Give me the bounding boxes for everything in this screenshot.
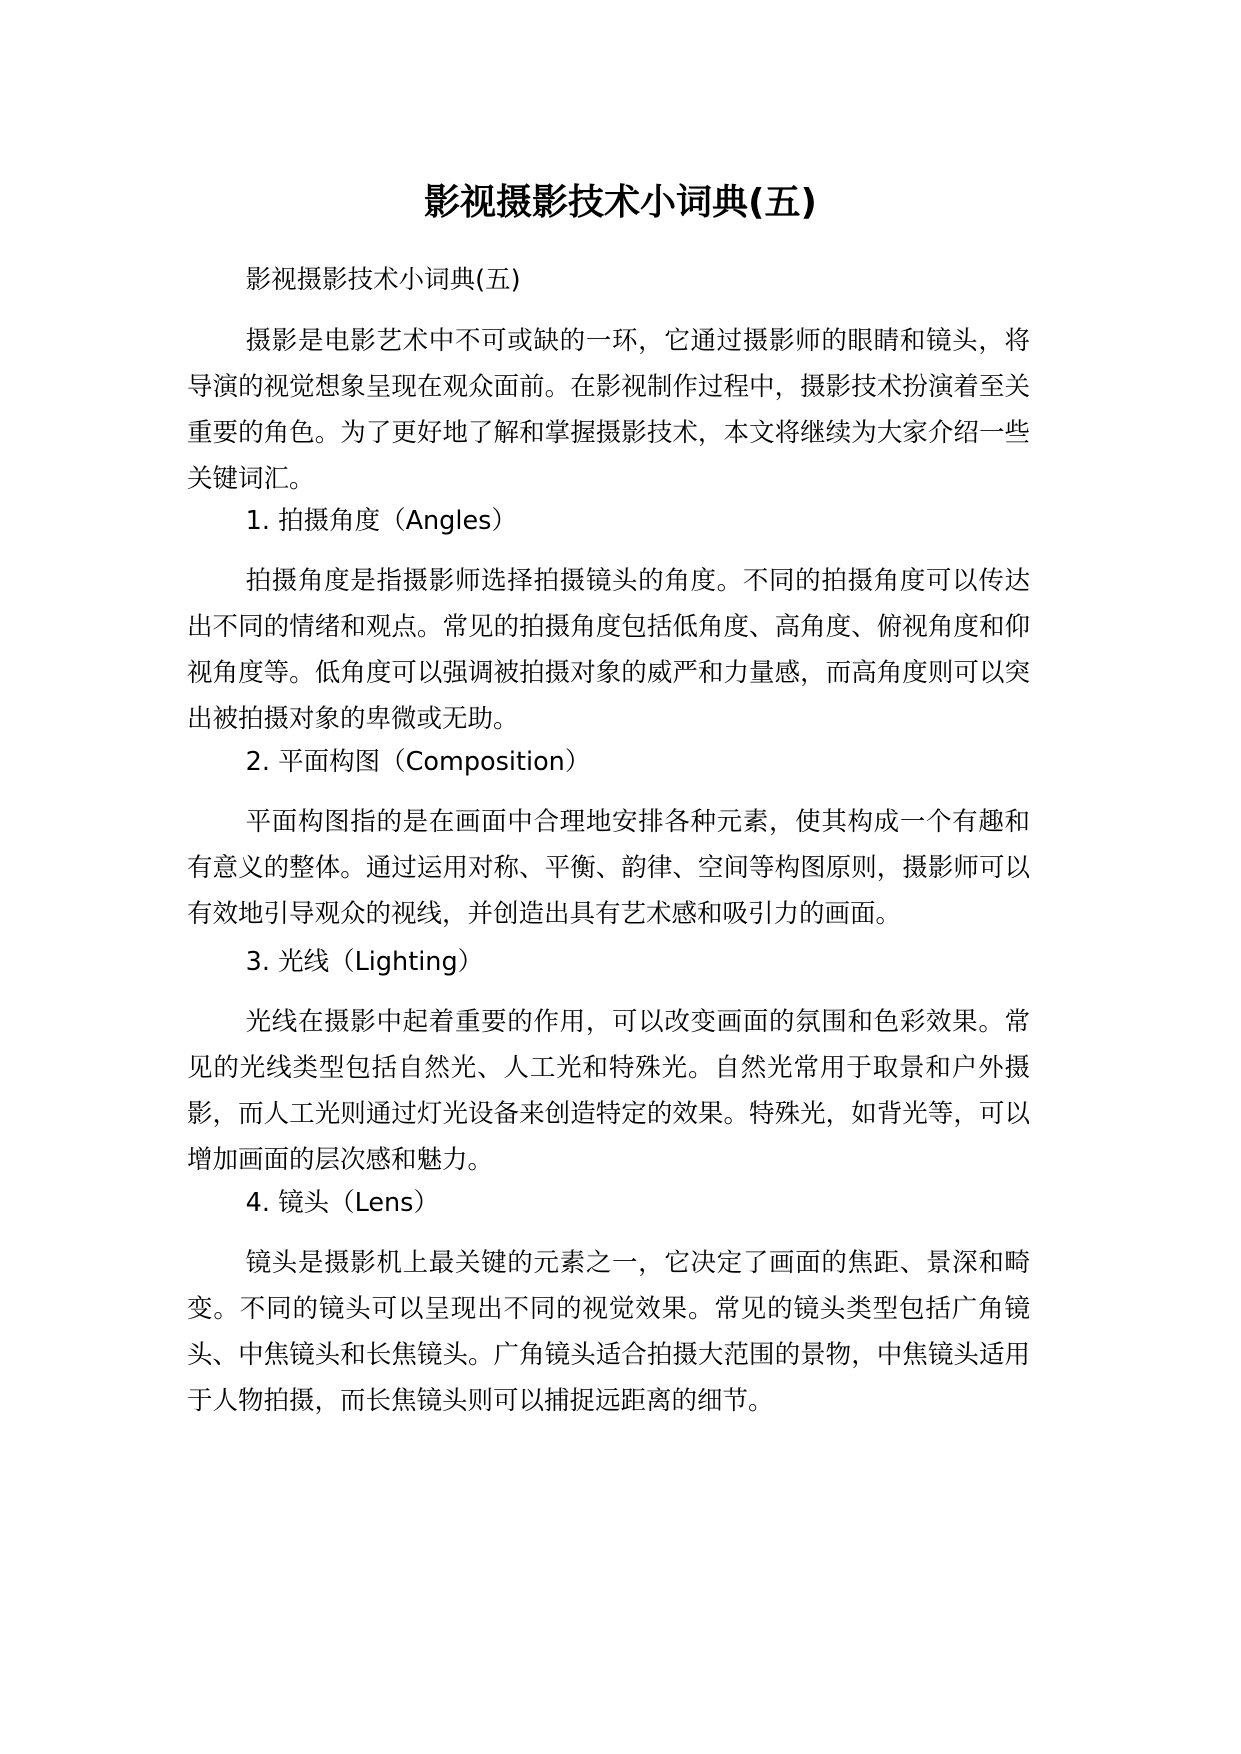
section-heading-lighting: 3. 光线（Lighting） <box>245 947 484 977</box>
section-heading-angles: 1. 拍摄角度（Angles） <box>245 506 517 536</box>
section-text-angles: 拍摄角度是指摄影师选择拍摄镜头的角度。不同的拍摄角度可以传达出不同的情绪和观点。常见的拍摄角度包括低角度、高角度、俯视角度和仰视角度等。低角度可以强调被拍摄对象的威严和力量感，而高角度则可以突出被拍摄对象的卑微或无助。 <box>187 566 1030 734</box>
section-text-composition: 平面构图指的是在画面中合理地安排各种元素，使其构成一个有趣和有意义的整体。通过运用对称、平衡、韵律、空间等构图原则，摄影师可以有效地引导观众的视线，并创造出具有艺术感和吸引力的画面。 <box>187 807 1030 929</box>
document-subtitle: 影视摄影技术小词典(五) <box>245 265 521 295</box>
section-text-lighting: 光线在摄影中起着重要的作用，可以改变画面的氛围和色彩效果。常见的光线类型包括自然光、人工光和特殊光。自然光常用于取景和户外摄影，而人工光则通过灯光设备来创造特定的效果。特殊光，如背光等，可以增加画面的层次感和魅力。 <box>187 1007 1030 1175</box>
intro-paragraph: 摄影是电影艺术中不可或缺的一环，它通过摄影师的眼睛和镜头，将导演的视觉想象呈现在观众面前。在影视制作过程中，摄影技术扮演着至关重要的角色。为了更好地了解和掌握摄影技术，本文将继续为大家介绍一些关键词汇。 <box>187 326 1030 494</box>
document-title: 影视摄影技术小词典(五) <box>424 182 817 223</box>
section-heading-lens: 4. 镜头（Lens） <box>245 1188 439 1218</box>
section-heading-composition: 2. 平面构图（Composition） <box>245 747 591 777</box>
section-text-lens: 镜头是摄影机上最关键的元素之一，它决定了画面的焦距、景深和畸变。不同的镜头可以呈现出不同的视觉效果。常见的镜头类型包括广角镜头、中焦镜头和长焦镜头。广角镜头适合拍摄大范围的景物，中焦镜头适用于人物拍摄，而长焦镜头则可以捕捉远距离的细节。 <box>187 1248 1030 1416</box>
